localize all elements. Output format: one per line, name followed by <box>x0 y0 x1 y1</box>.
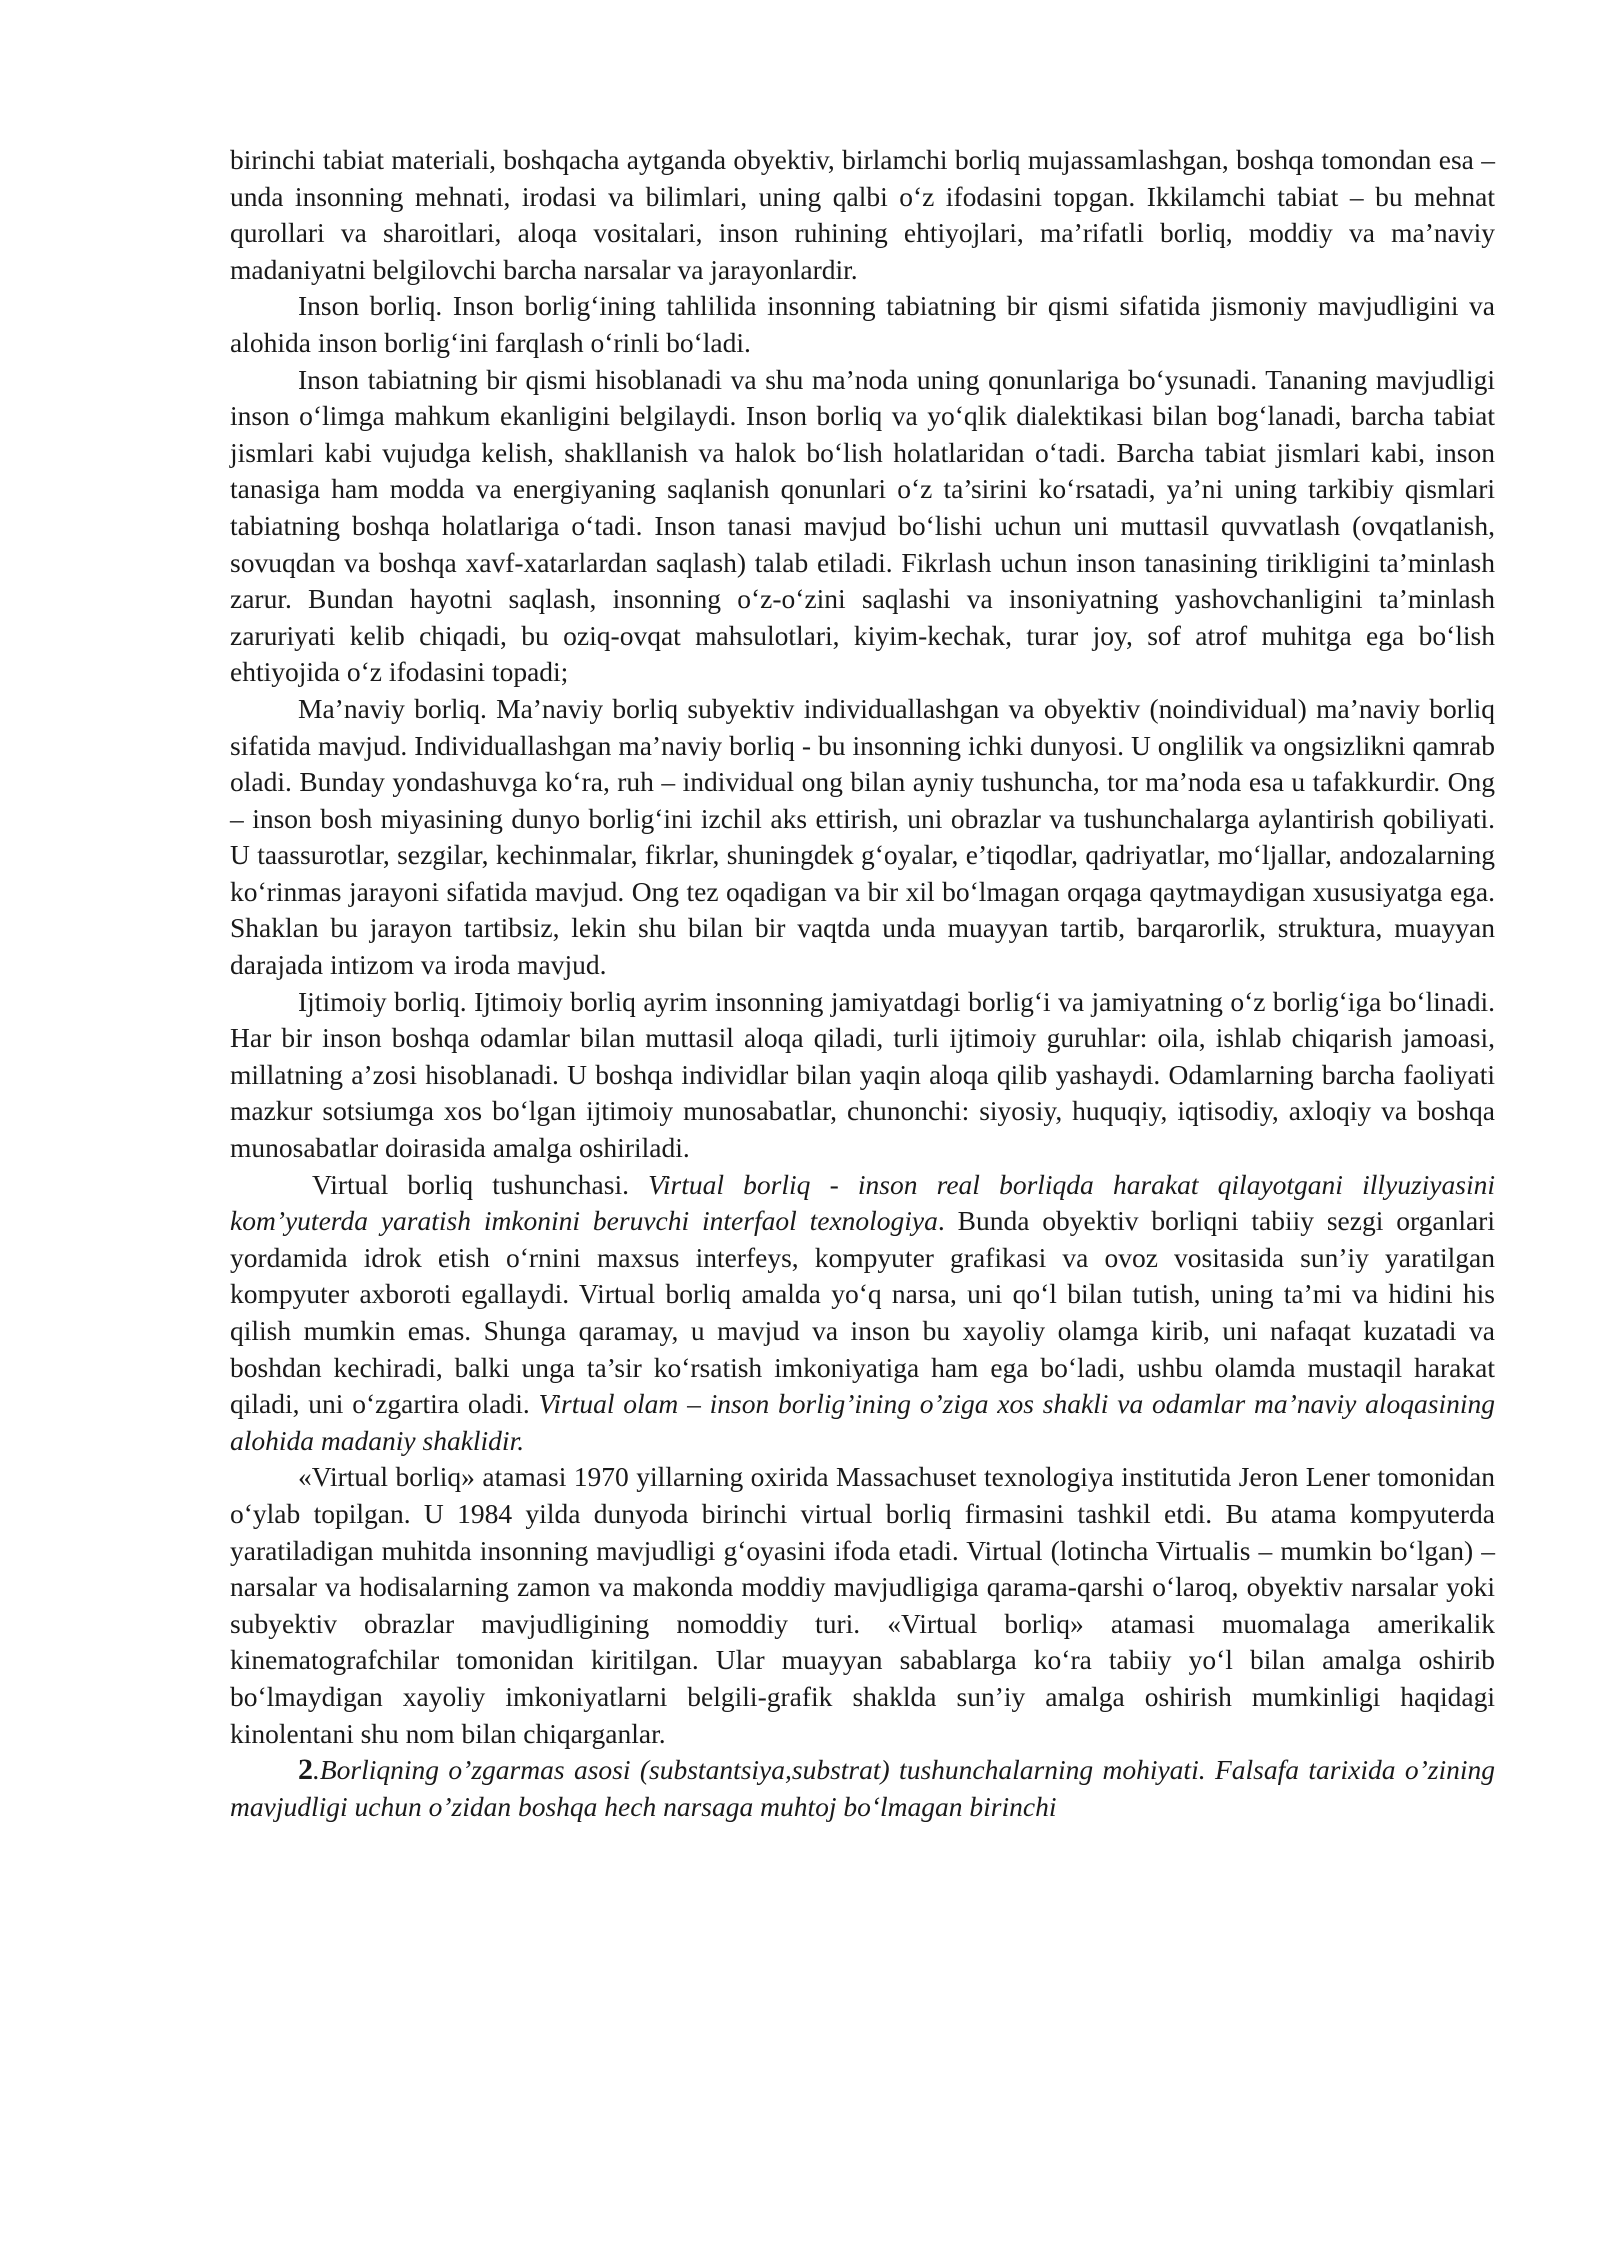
section-title: .Borliqning o’zgarmas asosi (substantsiya,substrat) tushunchalarning mohiyati. Falsafa tarixida o’zining mavjudligi uchun o’zidan boshqa hech narsaga muhtoj bo‘lmagan birinchi <box>230 1754 1495 1822</box>
virtual-world-definition: Virtual olam – inson borlig’ining o’ziga xos shakli va odamlar ma’naviy aloqasining alohida madaniy shaklidir. <box>230 1388 1495 1456</box>
paragraph-virtual-reality <box>230 1167 1495 1460</box>
paragraph-social-being: Ijtimoiy borliq. Ijtimoiy borliq ayrim insonning jamiyatdagi borlig‘i va jamiyatning o‘z borlig‘iga bo‘linadi. Har bir inson boshqa odamlar bilan muttasil aloqa qiladi, turli ijtimoiy guruhlar: oila, ishlab chiqarish jamoasi, millatning a’zosi hisoblanadi. U boshqa individlar bilan yaqin aloqa qilib yashaydi. Odamlarning barcha faoliyati mazkur sotsiumga xos bo‘lgan ijtimoiy munosabatlar, chunonchi: siyosiy, huquqiy, iqtisodiy, axloqiy va boshqa munosabatlar doirasida amalga oshiriladi. <box>230 985 1495 1164</box>
virtual-reality-definition: Virtual borliq - inson real borliqda harakat qilayotgani illyuziyasini kom’yuterda yaratish imkonini beruvchi interfaol texnologiya <box>230 1168 1495 1237</box>
paragraph-spiritual-being: Ma’naviy borliq. Ma’naviy borliq subyektiv individuallashgan va obyektiv (noindividual) ma’naviy borliq sifatida mavjud. Individuallashgan ma’naviy borliq - bu insonning ichki dunyosi. U onglilik va ongsizlikni qamrab oladi. Bunday yondashuvga ko‘ra, ruh – individual ong bilan ayniy tushuncha, tor ma’noda esa u tafakkurdir. Ong – inson bosh miyasining dunyo borlig‘ini izchil aks ettirish, uni obrazlar va tushunchalarga aylantirish qobiliyati. U taassurotlar, sezgilar, kechinmalar, fikrlar, shuningdek g‘oyalar, e’tiqodlar, qadriyatlar, mo‘ljallar, andozalarning ko‘rinmas jarayoni sifatida mavjud. Ong tez oqadigan va bir xil bo‘lmagan orqaga qaytmaydigan xususiyatga ega. Shaklan bu jarayon tartibsiz, lekin shu bilan bir vaqtda unda muayyan tartib, barqarorlik, struktura, muayyan darajada intizom va iroda mavjud. <box>230 692 1495 981</box>
paragraph-nature-continuation: birinchi tabiat materiali, boshqacha aytganda obyektiv, birlamchi borliq mujassamlashgan, boshqa tomondan esa – unda insonning mehnati, irodasi va bilimlari, uning qalbi o‘z ifodasini topgan. Ikkilamchi tabiat – bu mehnat qurollari va sharoitlari, aloqa vositalari, inson ruhining ehtiyojlari, ma’rifatli borliq, moddiy va ma’naviy madaniyatni belgilovchi barcha narsalar va jarayonlardir. <box>230 144 1495 285</box>
paragraph-virtual-term-history: «Virtual borliq» atamasi 1970 yillarning oxirida Massachuset texnologiya institutida Jeron Lener tomonidan o‘ylab topilgan. U 1984 yilda dunyoda birinchi virtual borliq firmasini tashkil etdi. Bu atama kompyuterda yaratiladigan muhitda insonning mavjudligi g‘oyasini ifoda etadi. Virtual (lotincha Virtualis – mumkin bo‘lgan) – narsalar va hodisalarning zamon va makonda moddiy mavjudligiga qarama-qarshi o‘laroq, obyektiv narsalar yoki subyektiv obrazlar mavjudligining nomoddiy turi. «Virtual borliq» atamasi muomalaga amerikalik kinematografchilar tomonidan kiritilgan. Ular muayyan sabablarga ko‘ra tabiiy yo‘l bilan amalga oshirib bo‘lmaydigan xayoliy imkoniyatlarni belgili-grafik shaklda sun’iy amalga oshirish mumkinligi haqidagi kinolentani shu nom bilan chiqarganlar. <box>230 1461 1495 1749</box>
virtual-reality-body: . Bunda obyektiv borliqni tabiiy sezgi organlari yordamida idrok etish o‘rnini maxsus interfeys, kompyuter grafikasi va ovoz vositasida sun’iy yaratilgan kompyuter axboroti egallaydi. Virtual borliq amalda yo‘q narsa, uni qo‘l bilan tutish, uning ta’mi va hidini his qilish mumkin emas. Shunga qaramay, u mavjud va inson bu xayoliy olamga kirib, uni nafaqat kuzatadi va boshdan kechiradi, balki unga ta’sir ko‘rsatish imkoniyatiga ham ega bo‘ladi, ushbu olamda mustaqil harakat qiladi, uni o‘zgartira oladi. <box>230 1205 1495 1420</box>
paragraph-human-nature: Inson tabiatning bir qismi hisoblanadi va shu ma’noda uning qonunlariga bo‘ysunadi. Tananing mavjudligi inson o‘limga mahkum ekanligini belgilaydi. Inson borliq va yo‘qlik dialektikasi bilan bog‘lanadi, barcha tabiat jismlari kabi vujudga kelish, shakllanish va halok bo‘lish holatlaridan o‘tadi. Barcha tabiat jismlari kabi, inson tanasiga ham modda va energiyaning saqlanish qonunlari o‘z ta’sirini ko‘rsatadi, ya’ni uning tarkibiy qismlari tabiatning boshqa holatlariga o‘tadi. Inson tanasi mavjud bo‘lishi uchun uni muttasil quvvatlash (ovqatlanish, sovuqdan va boshqa xavf-xatarlardan saqlash) talab etiladi. Fikrlash uchun inson tanasining tirikligini ta’minlash zarur. Bundan hayotni saqlash, insonning o‘z-o‘zini saqlashi va insoniyatning yashovchanligini ta’minlash zaruriyati kelib chiqadi, bu oziq-ovqat mahsulotlari, kiyim-kechak, turar joy, sof atrof muhitga ega bo‘lish ehtiyojida o‘z ifodasini topadi; <box>230 363 1495 688</box>
document-page <box>230 142 1495 1825</box>
paragraph-human-being: Inson borliq. Inson borlig‘ining tahlilida insonning tabiatning bir qismi sifatida jismoniy mavjudligini va alohida inson borlig‘ini farqlash o‘rinli bo‘ladi. <box>230 290 1495 358</box>
section-heading-2 <box>230 1752 1495 1825</box>
virtual-reality-lead: Virtual borliq tushunchasi. <box>312 1168 649 1200</box>
section-number: 2 <box>298 1753 313 1787</box>
